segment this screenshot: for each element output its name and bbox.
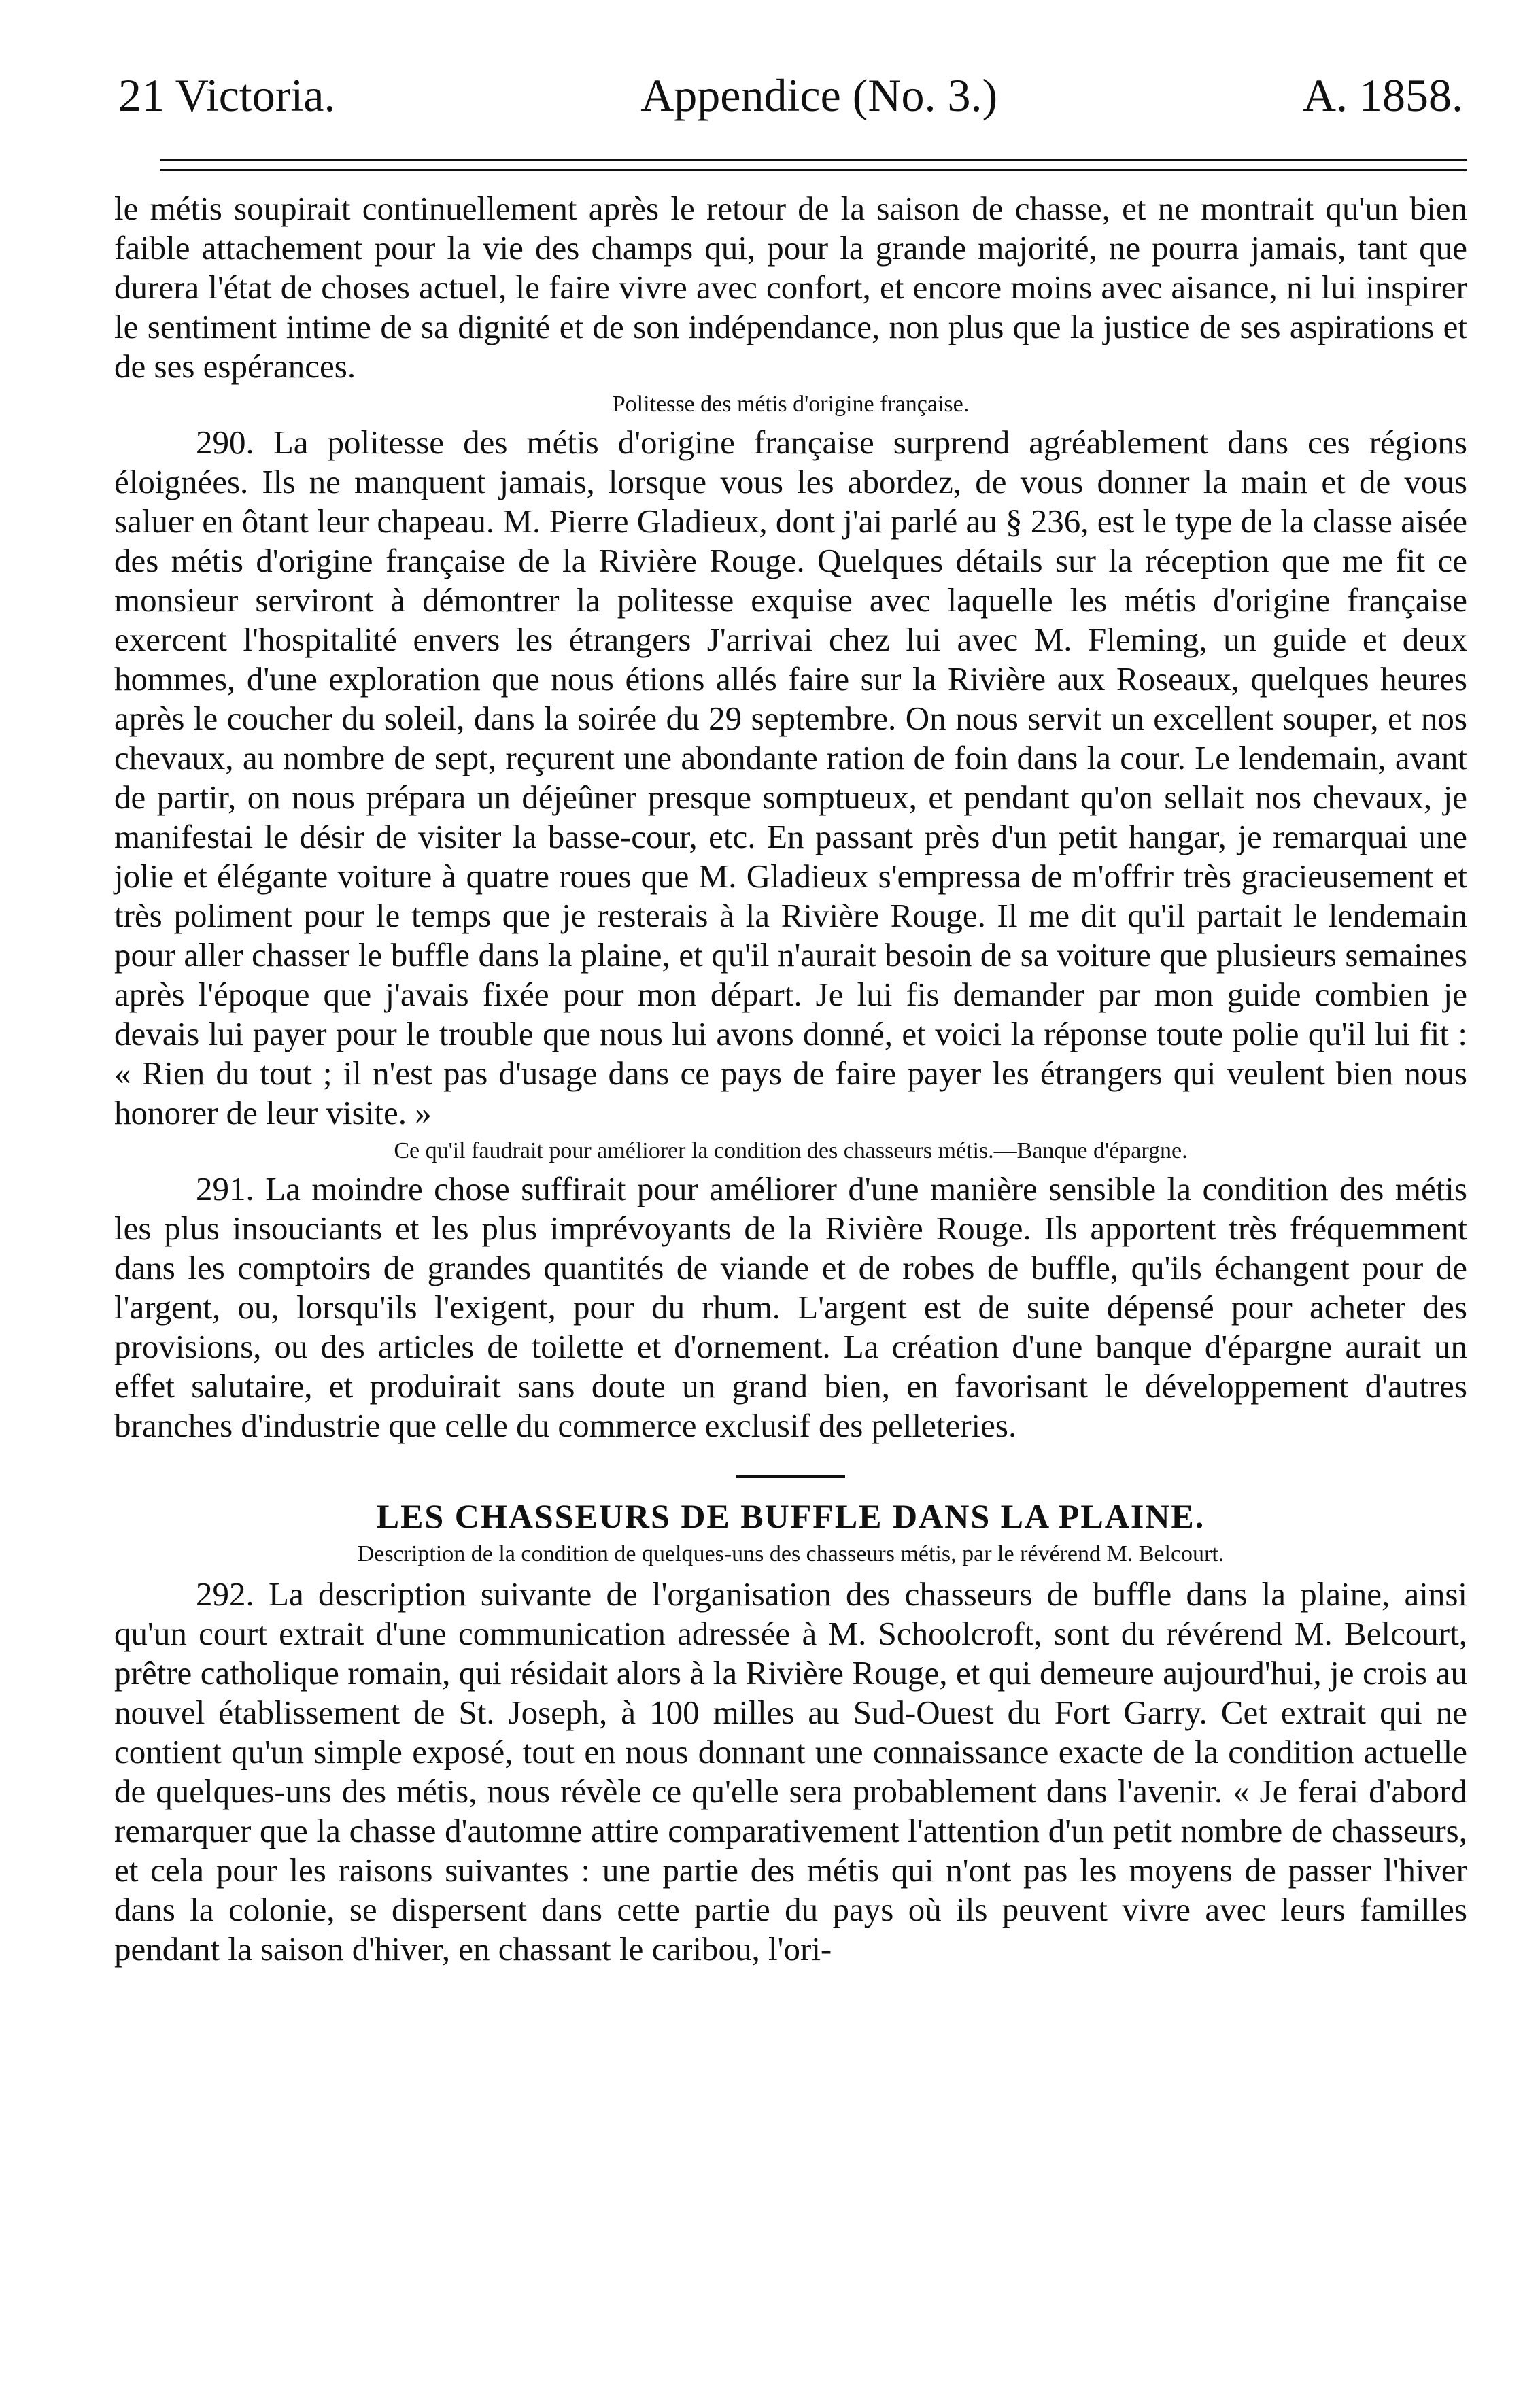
- section-subtitle: Description de la condition de quelques-uns des chasseurs métis, par le révérend M. Belcourt.: [357, 1541, 1225, 1566]
- header-double-rule: [160, 159, 1467, 171]
- header-session: 21 Victoria.: [118, 69, 336, 121]
- paragraph-290: 290. La politesse des métis d'origine française surprend agréablement dans ces régions éloignées. Ils ne manquent jamais, lorsque vous les abordez, de vous donner la main et de vous saluer en ôtant leur chapeau. M. Pierre Gladieux, dont j'ai parlé au § 236, est le type de la classe aisée des métis d'origine française de la Rivière Rouge. Quelques détails sur la réception que me fit ce monsieur serviront à démontrer la politesse exquise avec laquelle les métis d'origine française exercent l'hospitalité envers les étrangers J'arrivai chez lui avec M. Fleming, un guide et deux hommes, d'une exploration que nous étions allés faire sur la Rivière aux Roseaux, quelques heures après le coucher du soleil, dans la soirée du 29 septembre. On nous servit un excellent souper, et nos chevaux, au nombre de sept, reçurent une abondante ration de foin dans la cour. Le lendemain, avant de partir, on nous prépara un déjeûner presque somptueux, et pendant qu'on sellait nos chevaux, je manifestai le désir de visiter la basse-cour, etc. En passant près d'un petit hangar, je remarquai une jolie et élégante voiture à quatre roues que M. Gladieux s'empressa de m'offrir très gracieusement et très poliment pour le temps que je resterais à la Rivière Rouge. Il me dit qu'il partait le lendemain pour aller chasser le buffle dans la plaine, et qu'il n'aurait besoin de sa voiture que plusieurs semaines après l'époque que j'avais fixée pour mon départ. Je lui fis demander par mon guide combien je devais lui payer pour le trouble que nous lui avons donné, et voici la réponse toute polie qu'il lui fit : « Rien du tout ; il n'est pas d'usage dans ce pays de faire payer les étrangers qui veulent bien nous honorer de leur visite. »: [114, 424, 1467, 1131]
- paragraph-291: 291. La moindre chose suffirait pour améliorer d'une manière sensible la condition des métis les plus insouciants et les plus imprévoyants de la Rivière Rouge. Ils apportent très fréquemment dans les comptoirs de grandes quantités de viande et de robes de buffle, qu'ils échangent pour de l'argent, ou, lorsqu'ils l'exigent, pour du rhum. L'argent est de suite dépensé pour acheter des provisions, ou des articles de toilette et d'ornement. La création d'une banque d'épargne aurait un effet salutaire, et produirait sans doute un grand bien, en favorisant le développement d'autres branches d'industrie que celle du commerce exclusif des pelleteries.: [114, 1170, 1467, 1444]
- heading-politesse: Politesse des métis d'origine française.: [612, 392, 970, 417]
- continuation-paragraph: le métis soupirait continuellement après le retour de la saison de chasse, et ne montrait qu'un bien faible attachement pour la vie des champs qui, pour la grande majorité, ne pourra jamais, tant que durera l'état de choses actuel, le faire vivre avec confort, et encore moins avec aisance, ni lui inspirer le sentiment intime de sa dignité et de son indépendance, non plus que la justice de ses aspirations et de ses espérances.: [114, 190, 1467, 385]
- running-header: [114, 68, 1467, 129]
- header-appendix: Appendice (No. 3.): [640, 69, 998, 121]
- header-year: A. 1858.: [1302, 69, 1463, 121]
- document-page: [114, 68, 1467, 1969]
- heading-banque-epargne: Ce qu'il faudrait pour améliorer la condition des chasseurs métis.—Banque d'épargne.: [394, 1138, 1188, 1163]
- paragraph-292: 292. La description suivante de l'organisation des chasseurs de buffle dans la plaine, ainsi qu'un court extrait d'une communication adressée à M. Schoolcroft, sont du révérend M. Belcourt, prêtre catholique romain, qui résidait alors à la Rivière Rouge, et qui demeure aujourd'hui, je crois au nouvel établissement de St. Joseph, à 100 milles au Sud-Ouest du Fort Garry. Cet extrait qui ne contient qu'un simple exposé, tout en nous donnant une connaissance exacte de la condition actuelle de quelques-uns des métis, nous révèle ce qu'elle sera probablement dans l'avenir. « Je ferai d'abord remarquer que la chasse d'automne attire comparativement l'attention d'un petit nombre de chasseurs, et cela pour les raisons suivantes : une partie des métis qui n'ont pas les moyens de passer l'hiver dans la colonie, se dispersent dans cette partie du pays où ils peuvent vivre avec leurs familles pendant la saison d'hiver, en chassant le caribou, l'ori-: [114, 1575, 1467, 1968]
- section-title: LES CHASSEURS DE BUFFLE DANS LA PLAINE.: [376, 1497, 1205, 1535]
- section-divider: [736, 1475, 845, 1478]
